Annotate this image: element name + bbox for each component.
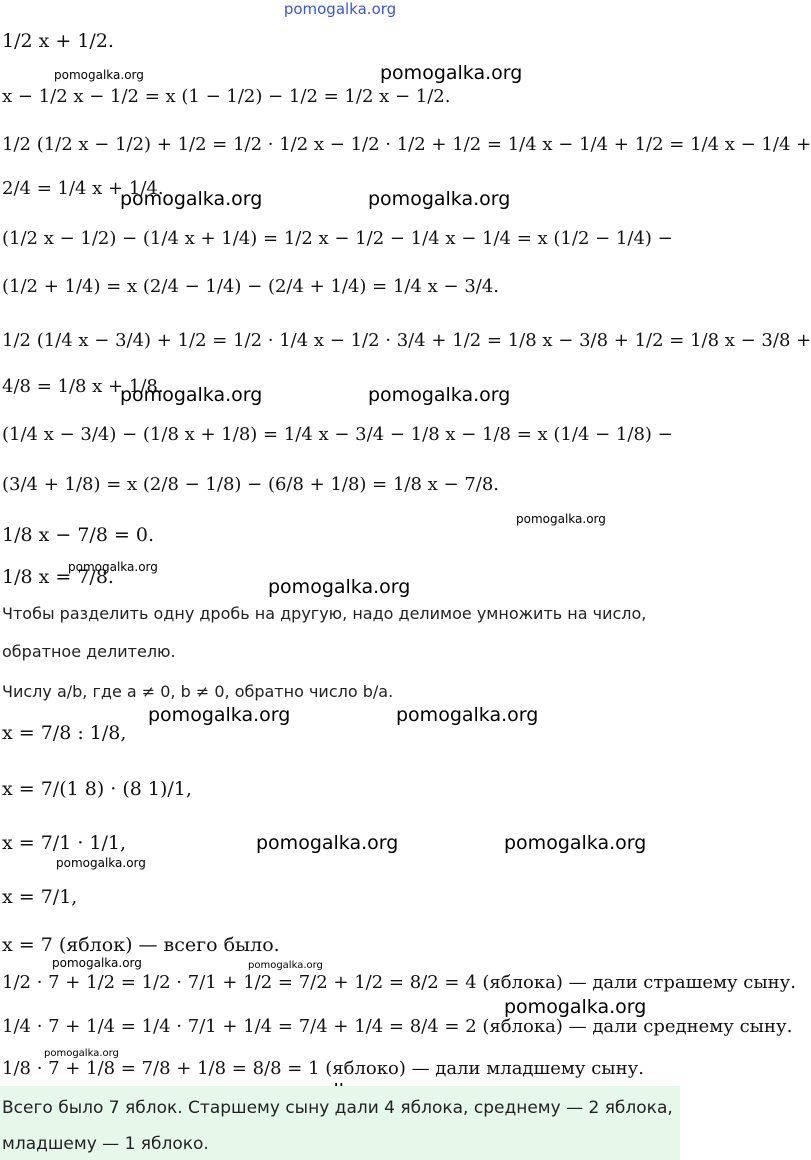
math-line: 1/2 (1/2 x − 1/2) + 1/2 = 1/2 · 1/2 x − 1/2 · 1/2 + 1/2 = 1/4 x − 1/4 + 1/2 = 1/4 x − 1/4 + [2, 134, 811, 155]
answer-block [0, 1086, 680, 1160]
calc-line: x = 7/1, [2, 886, 78, 908]
watermark: pomogalka.org [54, 68, 144, 82]
math-line: 1/8 x = 7/8. [2, 566, 114, 588]
watermark: pomogalka.org [120, 188, 263, 210]
calc-line: 1/4 · 7 + 1/4 = 1/4 · 7/1 + 1/4 = 7/4 + 1/4 = 8/4 = 2 (яблока) — дали среднему сыну. [2, 1016, 793, 1037]
calc-line: 1/2 · 7 + 1/2 = 1/2 · 7/1 + 1/2 = 7/2 + 1/2 = 8/2 = 4 (яблока) — дали страшему сыну. [2, 972, 796, 993]
calc-line: x = 7 (яблок) — всего было. [2, 934, 280, 956]
watermark: pomogalka.org [120, 384, 263, 406]
math-line: (3/4 + 1/8) = x (2/8 − 1/8) − (6/8 + 1/8) = 1/8 x − 7/8. [2, 474, 500, 495]
watermark: pomogalka.org [52, 956, 142, 970]
watermark: pomogalka.org [396, 704, 539, 726]
watermark: pomogalka.org [256, 832, 399, 854]
watermark: pomogalka.org [504, 996, 647, 1018]
math-line: 2/4 = 1/4 x + 1/4. [2, 178, 164, 199]
answer-text: младшему — 1 яблоко. [2, 1134, 209, 1154]
math-line: (1/2 + 1/4) = x (2/4 − 1/4) − (2/4 + 1/4) = 1/4 x − 3/4. [2, 276, 500, 297]
calc-line: 1/8 · 7 + 1/8 = 7/8 + 1/8 = 8/8 = 1 (яблоко) — дали младшему сыну. [2, 1058, 644, 1079]
rule-text: обратное делителю. [2, 642, 176, 661]
watermark: pomogalka.org [56, 856, 146, 870]
math-line: (1/2 x − 1/2) − (1/4 x + 1/4) = 1/2 x − 1/2 − 1/4 x − 1/4 = x (1/2 − 1/4) − [2, 228, 673, 249]
calc-line: x = 7/(1 8) · (8 1)/1, [2, 778, 192, 800]
site-header[interactable]: pomogalka.org [283, 0, 397, 18]
watermark: pomogalka.org [248, 960, 323, 971]
math-line: 4/8 = 1/8 x + 1/8. [2, 376, 164, 397]
rule-text: Чтобы разделить одну дробь на другую, надо делимое умножить на число, [2, 604, 647, 623]
calc-line: x = 7/8 : 1/8, [2, 722, 127, 744]
math-line: (1/4 x − 3/4) − (1/8 x + 1/8) = 1/4 x − 3/4 − 1/8 x − 1/8 = x (1/4 − 1/8) − [2, 424, 673, 445]
watermark: pomogalka.org [516, 512, 606, 526]
watermark: pomogalka.org [268, 576, 411, 598]
math-line: 1/2 (1/4 x − 3/4) + 1/2 = 1/2 · 1/4 x − 1/2 · 3/4 + 1/2 = 1/8 x − 3/8 + 1/2 = 1/8 x − 3/8 + [2, 330, 811, 351]
watermark: pomogalka.org [380, 62, 523, 84]
math-line: 1/8 x − 7/8 = 0. [2, 524, 155, 546]
watermark: pomogalka.org [368, 384, 511, 406]
answer-text: Всего было 7 яблок. Старшему сыну дали 4 яблока, среднему — 2 яблока, [2, 1098, 673, 1118]
watermark: pomogalka.org [68, 560, 158, 574]
math-line: 1/2 x + 1/2. [2, 30, 114, 52]
rule-text: Числу a/b, где a ≠ 0, b ≠ 0, обратно число b/a. [2, 682, 394, 701]
watermark: pomogalka.org [148, 704, 291, 726]
calc-line: x = 7/1 · 1/1, [2, 832, 127, 854]
watermark: pomogalka.org [504, 832, 647, 854]
watermark: pomogalka.org [44, 1048, 119, 1059]
watermark: pomogalka.org [368, 188, 511, 210]
math-line: x − 1/2 x − 1/2 = x (1 − 1/2) − 1/2 = 1/2 x − 1/2. [2, 86, 451, 107]
